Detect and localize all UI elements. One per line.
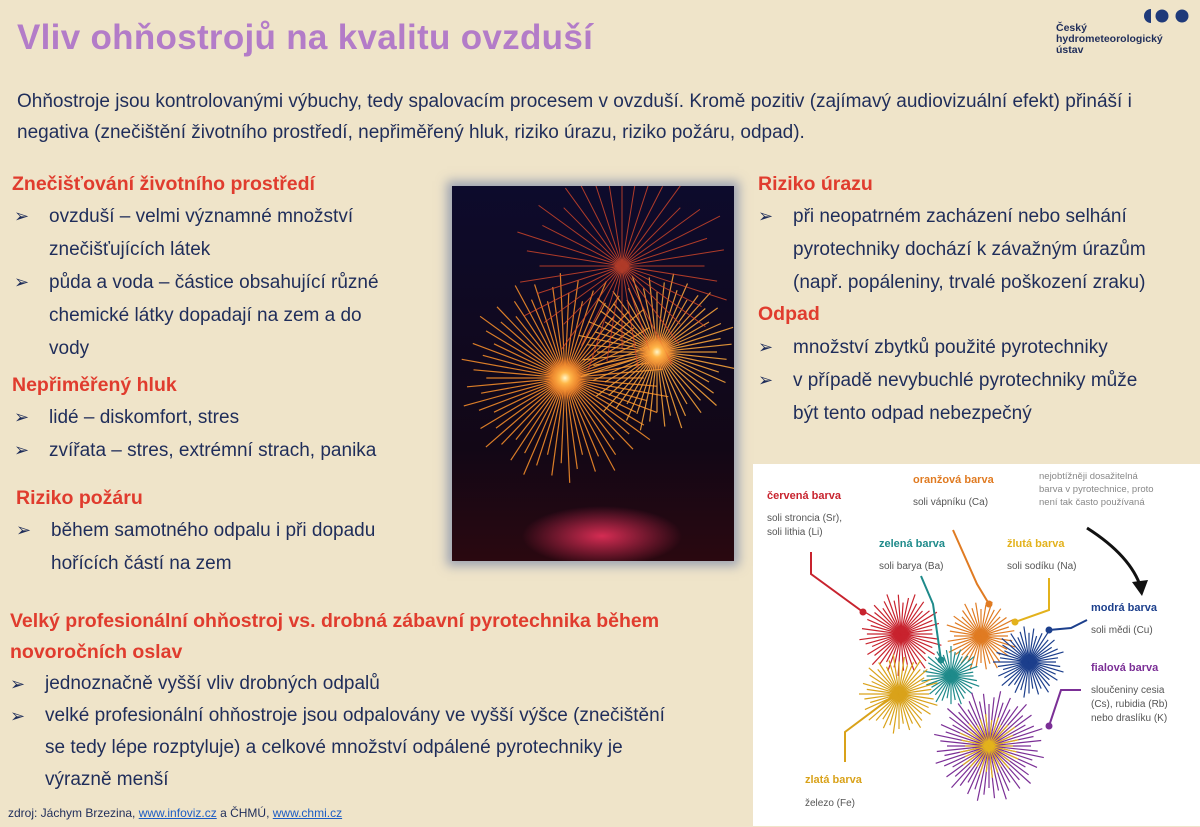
intro-paragraph: Ohňostroje jsou kontrolovanými výbuchy, tedy spalovacím procesem v ovzduší. Kromě pozitiv (zajímavý audiovizuální efekt) přináší i negativa (znečištění životního prostředí, nepřiměřený hluk, riziko úrazu, riziko požáru, odpad).: [17, 91, 1132, 143]
heading-waste: Odpad: [758, 303, 820, 325]
arrow-bullet-icon: ➢: [14, 440, 30, 460]
arrow-bullet-icon: ➢: [758, 370, 774, 390]
label-gold: zlatá barva: [805, 774, 862, 786]
chmi-link[interactable]: www.chmi.cz: [272, 806, 343, 820]
arrow-bullet-icon: ➢: [758, 337, 774, 357]
heading-line: novoročních oslav: [10, 641, 183, 663]
list-item-line: být tento odpad nebezpečný: [793, 403, 1032, 424]
source-prefix: zdroj: Jáchym Brzezina,: [8, 806, 139, 820]
list-item-line: chemické látky dopadají na zem a do: [49, 305, 362, 326]
heading-noise: Nepřiměřený hluk: [12, 374, 177, 396]
sub-green: soli barya (Ba): [879, 561, 944, 572]
note-line: barva v pyrotechnice, proto: [1039, 484, 1154, 495]
label-yellow: žlutá barva: [1007, 538, 1065, 550]
arrow-bullet-icon: ➢: [10, 674, 26, 694]
label-green: zelená barva: [879, 538, 946, 550]
arrow-bullet-icon: ➢: [14, 407, 30, 427]
sub-line: soli lithia (Li): [767, 527, 823, 538]
note-line: není tak často používaná: [1039, 497, 1145, 508]
list-item-line: množství zbytků použité pyrotechniky: [793, 337, 1108, 358]
list-item-line: vody: [49, 338, 90, 359]
heading-fire: Riziko požáru: [16, 487, 143, 509]
list-item-line: výrazně menší: [45, 769, 169, 790]
list-item-line: pyrotechniky dochází k závažným úrazům: [793, 239, 1146, 260]
injury-list: [758, 200, 1198, 299]
list-item-line: půda a voda – částice obsahující různé: [49, 272, 379, 293]
page-title: Vliv ohňostrojů na kvalitu ovzduší: [17, 18, 594, 57]
list-item: [758, 200, 1198, 299]
list-item: [14, 434, 444, 467]
list-item-line: v případě nevybuchlé pyrotechniky může: [793, 370, 1138, 391]
logo-line: ústav: [1056, 44, 1084, 56]
list-item: [14, 200, 444, 266]
arrow-bullet-icon: ➢: [16, 520, 32, 540]
note-line: nejobtížněji dosažitelná: [1039, 471, 1138, 482]
arrow-bullet-icon: ➢: [14, 272, 30, 292]
logo-text: [1056, 23, 1196, 56]
list-item-line: se tedy lépe rozptyluje) a celkové množství odpálené pyrotechniky je: [45, 737, 623, 758]
logo-line: Český: [1056, 22, 1087, 34]
sub-red: [767, 512, 842, 540]
list-item-line: při neopatrném zacházení nebo selhání: [793, 206, 1127, 227]
list-item: [14, 266, 444, 365]
list-item: [758, 331, 1198, 364]
heading-pollution: Znečišťování životního prostředí: [12, 173, 315, 195]
label-violet: fialová barva: [1091, 662, 1159, 674]
comparison-list: [10, 668, 755, 796]
pollution-list: [14, 200, 444, 365]
list-item-line: lidé – diskomfort, stres: [49, 407, 240, 428]
list-item-line: (např. popáleniny, trvalé poškození zraku): [793, 272, 1146, 293]
heading-comparison: [10, 606, 659, 668]
infoviz-link[interactable]: www.infoviz.cz: [138, 806, 217, 820]
list-item: [16, 514, 446, 580]
list-item-line: jednoznačně vyšší vliv drobných odpalů: [45, 673, 380, 694]
arrow-bullet-icon: ➢: [14, 206, 30, 226]
fire-list: [16, 514, 446, 580]
sub-gold: železo (Fe): [805, 798, 856, 809]
firework-colors-diagram: [753, 464, 1200, 826]
note-text: [1039, 470, 1154, 509]
fireworks-photo: [452, 186, 734, 561]
waste-list: [758, 331, 1198, 430]
sub-line: nebo draslíku (K): [1091, 713, 1168, 724]
arrow-bullet-icon: ➢: [758, 206, 774, 226]
source-middle: a ČHMÚ,: [216, 806, 273, 820]
list-item-line: hořících částí na zem: [51, 553, 232, 574]
list-item-line: během samotného odpalu i při dopadu: [51, 520, 376, 541]
list-item: [10, 668, 755, 700]
sub-line: (Cs), rubidia (Rb): [1091, 699, 1168, 710]
source-credit: [8, 806, 342, 820]
heading-line: Velký profesionální ohňostroj vs. drobná zábavní pyrotechnika během: [10, 610, 660, 632]
logo-line: hydrometeorologický: [1056, 33, 1163, 45]
list-item-line: znečišťujících látek: [49, 239, 211, 260]
noise-list: [14, 401, 444, 467]
sub-blue: soli mědi (Cu): [1091, 625, 1153, 636]
sub-line: sloučeniny cesia: [1091, 685, 1165, 696]
sub-yellow: soli sodíku (Na): [1007, 561, 1077, 572]
list-item-line: ovzduší – velmi významné množství: [49, 206, 354, 227]
list-item: [14, 401, 444, 434]
sub-orange: soli vápníku (Ca): [913, 497, 989, 508]
label-red: červená barva: [767, 490, 841, 502]
list-item-line: velké profesionální ohňostroje jsou odpalovány ve vyšší výšce (znečištění: [45, 705, 665, 726]
logo-dots-icon: [1144, 9, 1192, 23]
list-item: [10, 700, 755, 796]
list-item: [758, 364, 1198, 430]
sub-line: soli stroncia (Sr),: [767, 513, 843, 524]
sub-violet: [1091, 684, 1168, 726]
label-blue: modrá barva: [1091, 602, 1158, 614]
arrow-bullet-icon: ➢: [10, 706, 26, 726]
list-item-line: zvířata – stres, extrémní strach, panika: [49, 440, 377, 461]
heading-injury: Riziko úrazu: [758, 173, 873, 195]
label-orange: oranžová barva: [913, 474, 994, 486]
